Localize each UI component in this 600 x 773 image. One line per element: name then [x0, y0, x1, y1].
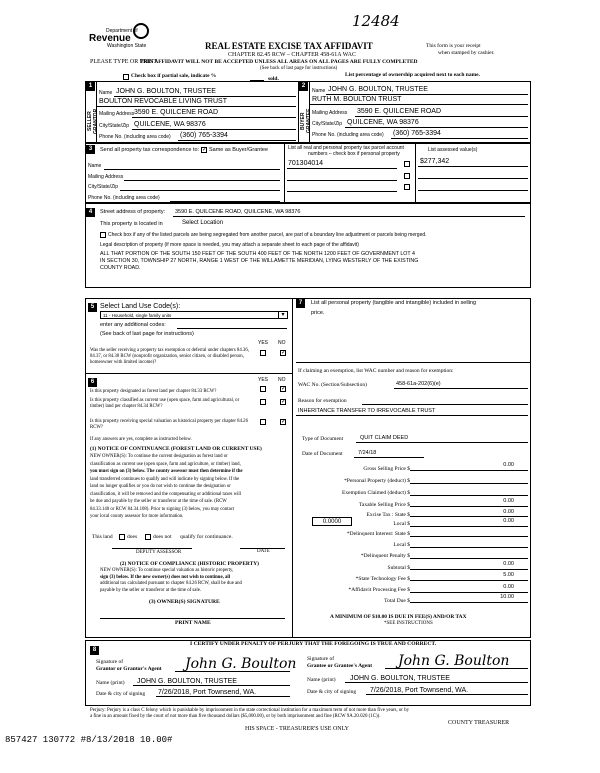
gross-selling-price-label: Gross Selling Price $ — [363, 466, 410, 472]
dept-line3: Washington State — [107, 43, 147, 49]
receipt-note-1: This form is your receipt — [426, 43, 481, 49]
form-warning: THIS AFFIDAVIT WILL NOT BE ACCEPTED UNLESS ALL AREAS ON ALL PAGES ARE FULLY COMPLETED — [140, 59, 418, 65]
section-1-number: 1 — [86, 82, 95, 91]
legal-line1: ALL THAT PORTION OF THE SOUTH 150 FEET OF THE SOUTH 400 FEET OF THE NORTH 1200 FEET OF GOVERNMENT LOT 4 — [100, 251, 415, 257]
street-address[interactable]: 3590 E. QUILCENE ROAD, QUILCENE, WA 98376 — [175, 209, 301, 215]
land-use-title: Select Land Use Code(s): — [100, 303, 181, 310]
total-due-value[interactable]: 10.00 — [500, 594, 514, 600]
perjury-line-2: a fine in an amount fixed by the court of not more than five thousand dollars ($5,000.00), or by both imprisonment and fine (RCW 9A.20.020 (1C)). — [90, 714, 381, 719]
treasurer-stamp: 857427 130772 #8/13/2018 10.00# — [5, 735, 173, 745]
parcel-3-personal-checkbox[interactable] — [404, 184, 410, 190]
doc-date[interactable]: 7/24/18 — [358, 450, 377, 456]
s6-q2-yes-checkbox[interactable] — [260, 399, 266, 405]
continuance-line-6: classification, it will be removed and the compensating or additional taxes will — [90, 491, 242, 497]
land-does-label: This land — [92, 534, 113, 540]
does-checkbox[interactable] — [119, 534, 125, 540]
legal-label: Legal description of property (if more space is needed, you may attach a separate sheet to each page of the affidavit) — [100, 242, 359, 248]
excise-state-label: Excise Tax : State $ — [366, 512, 410, 518]
continuance-line-3: you must sign on (3) below. The county assessor must then determine if the — [90, 469, 243, 474]
grantor-date-city-label: Date & city of signing — [96, 691, 146, 697]
grantor-sig-label-1: Signature of — [96, 659, 124, 665]
seller-address-label: Mailing Address — [99, 111, 135, 117]
continuance-line-5: land no longer qualifies or you do not wish to continue the designation or — [90, 484, 231, 489]
dept-line1: Department of — [106, 28, 138, 34]
affidavit-fee-label: *Affidavit Processing Fee $ — [348, 587, 410, 593]
located-select[interactable]: Select Location — [182, 220, 224, 226]
buyer-side-label: BUYER GRANTEE — [300, 108, 312, 134]
s3-address-label: Mailing Address — [88, 174, 124, 180]
buyer-phone[interactable]: (360) 765-3394 — [393, 130, 441, 137]
compliance-title: (2) NOTICE OF COMPLIANCE (HISTORIC PROPERTY) — [120, 561, 259, 567]
section-8-number: 8 — [90, 646, 99, 655]
continuance-line-9: your local county assessor for more information. — [90, 514, 184, 519]
compliance-text — [100, 568, 242, 594]
ownership-pct: List percentage of ownership acquired next to each name. — [345, 72, 480, 78]
delinquent-interest-local-label: Local $ — [393, 542, 410, 548]
same-as-buyer-label: Same as Buyer/Grantee — [209, 147, 269, 153]
does-label: does — [127, 534, 138, 540]
deputy-assessor-label: DEPUTY ASSESSOR — [136, 550, 182, 555]
send-correspondence-label: Send all property tax correspondence to: — [100, 147, 200, 153]
s5-q1-no-checkbox[interactable]: ✓ — [281, 350, 287, 356]
seller-city-label: City/State/Zip — [99, 123, 130, 129]
buyer-address[interactable]: 3590 E. QUILCENE ROAD — [357, 108, 442, 115]
buyer-phone-label: Phone No. (including area code) — [312, 132, 384, 138]
s3-name-label: Name — [88, 163, 102, 169]
buyer-city-label: City/State/Zip — [312, 121, 343, 127]
s6-no-label: NO — [278, 377, 286, 383]
owner-signature-title: (3) OWNER(S) SIGNATURE — [149, 599, 220, 605]
value-header: List assessed value(s) — [428, 147, 478, 153]
seller-phone[interactable]: (360) 765-3394 — [180, 132, 228, 139]
s6-yes-label: YES — [258, 377, 269, 383]
reason-label: Reason for exemption — [298, 398, 347, 404]
taxable-selling-price-label: Taxable Selling Price $ — [358, 502, 410, 508]
grantor-agent-label: Grantor or Grantor's Agent — [96, 666, 162, 672]
continuance-line-1: NEW OWNER(S): To continue the current designation as forest land or — [90, 454, 228, 459]
excise-state-value[interactable]: 0.00 — [503, 509, 514, 515]
legal-line2: IN SECTION 30, TOWNSHIP 27 NORTH, RANGE 1 WEST OF THE WILLAMETTE MERIDIAN, LYING WESTERLY OF THE EXISTING — [100, 258, 419, 264]
see-instructions: *SEE INSTRUCTIONS — [384, 621, 433, 626]
please-type: PLEASE TYPE OR PRINT — [90, 59, 158, 65]
continuance-line-8: 84.33.140 or RCW 84.34.108). Prior to signing (3) below, you may contact — [90, 506, 235, 512]
grantor-name-print-label: Name (print) — [96, 680, 125, 686]
total-due-label: Total Due $ — [384, 598, 410, 604]
continuance-line-2: classification as current use (open space, farm and agriculture, or timber) land, — [90, 461, 241, 467]
grantee-sig-label-1: Signature of — [307, 656, 335, 662]
subtotal-label: Subtotal $ — [387, 565, 410, 571]
perjury-notice — [90, 708, 409, 720]
s6-q1-no-checkbox[interactable]: ✓ — [281, 386, 287, 392]
partial-sale-checkbox[interactable] — [123, 74, 129, 80]
state-tech-fee-label: *State Technology Fee $ — [355, 576, 410, 582]
continuance-line-4: land transferred continues to qualify and will indicate by signing below. If the — [90, 476, 240, 482]
form-title: REAL ESTATE EXCISE TAX AFFIDAVIT — [205, 41, 373, 51]
state-tech-fee-value[interactable]: 5.00 — [503, 572, 514, 578]
list-personal-2: price. — [311, 310, 325, 316]
buyer-address-label: Mailing Address — [312, 110, 348, 116]
personal-property-label: *Personal Property (deduct) $ — [344, 478, 410, 484]
sold-label: sold. — [268, 76, 279, 82]
doc-type-label: Type of Document — [302, 436, 344, 442]
grantee-date-city[interactable]: 7/26/2018, Port Townsend, WA. — [370, 687, 469, 694]
section-8 — [85, 640, 531, 706]
section-6-number: 6 — [88, 378, 97, 387]
s6-q3: Is this property receiving special valuation as historical property per chapter 84.26 RCW? — [90, 419, 248, 430]
taxable-selling-price-value[interactable]: 0.00 — [503, 498, 514, 504]
list-personal-1: List all personal property (tangible and intangible) included in selling — [311, 300, 477, 306]
s3-city-label: City/State/Zip — [88, 184, 119, 190]
wac-number[interactable]: 458-61a-202(6)(e) — [396, 381, 441, 387]
s5-yes-label: YES — [258, 340, 269, 346]
s5-no-label: NO — [278, 340, 286, 346]
seller-name1[interactable]: JOHN G. BOULTON, TRUSTEE — [116, 88, 216, 95]
section-3-number: 3 — [86, 145, 95, 154]
buyer-name-label: Name — [312, 88, 326, 94]
continuance-text — [90, 453, 243, 521]
grantee-name[interactable]: JOHN G. BOULTON, TRUSTEE — [350, 675, 450, 682]
segregated-checkbox[interactable] — [100, 232, 106, 238]
parcel-number[interactable]: 701304014 — [288, 160, 324, 167]
doc-type[interactable]: QUIT CLAIM DEED — [360, 435, 409, 441]
same-as-buyer-checkbox[interactable]: ✓ — [202, 147, 208, 153]
receipt-note-2: when stamped by cashier. — [438, 50, 495, 56]
does-not-label: does not — [153, 534, 172, 540]
segregated-label: Check box if any of the listed parcels are being segregated from another parcel, are part of a boundary line adjustment or parcels being merged. — [108, 232, 427, 238]
local-rate-field[interactable]: 0.0000 — [312, 517, 352, 526]
subtotal-value[interactable]: 0.00 — [503, 561, 514, 567]
affidavit-fee-value[interactable]: 0.00 — [503, 584, 514, 590]
excise-local-value[interactable]: 0.00 — [503, 518, 514, 524]
s5-q1-yes-checkbox[interactable] — [260, 350, 266, 356]
grantee-signature[interactable]: John G. Boulton — [398, 653, 510, 669]
enter-codes-label: enter any additional codes: — [100, 322, 166, 328]
s6-q2: Is this property classified as current use (open space, farm and agricultural, or timber) land per chapter 84.34 RCW? — [90, 398, 240, 409]
seller-name2[interactable]: BOULTON REVOCABLE LIVING TRUST — [99, 98, 227, 105]
land-use-select[interactable] — [100, 311, 288, 319]
s5-see-back: (See back of last page for instructions) — [100, 331, 194, 337]
delinquent-penalty-label: *Delinquent Penalty $ — [360, 553, 410, 559]
exemption-reason[interactable]: INHERITANCE TRANSFER TO IRREVOCABLE TRUST — [298, 408, 436, 414]
seller-side-label: SELLER GRANTOR — [87, 108, 99, 134]
minimum-fee-note: A MINIMUM OF $10.00 IS DUE IN FEE(S) AND/OR TAX — [330, 614, 467, 620]
compliance-line-1: NEW OWNER(S): To continue special valuation as historic property, — [100, 568, 234, 573]
grantee-agent-label: Grantee or Grantee's Agent — [307, 663, 373, 669]
seller-address[interactable]: 3590 E. QUILCENE ROAD — [134, 109, 219, 116]
section-2-number: 2 — [299, 82, 308, 91]
s6-q1: Is this property designated as forest land per chapter 84.33 RCW? — [90, 389, 217, 394]
s6-q1-yes-checkbox[interactable] — [260, 386, 266, 392]
grantor-date-city[interactable]: 7/26/2018, Port Townsend, WA. — [158, 689, 257, 696]
qualify-label: qualify for continuance. — [180, 534, 233, 540]
doc-date-label: Date of Document — [302, 451, 343, 457]
section-4-number: 4 — [86, 208, 95, 217]
compliance-line-3: additional tax calculated pursuant to chapter 84.26 RCW, shall be due and — [100, 581, 242, 586]
seller-phone-label: Phone No. (including area code) — [99, 134, 171, 140]
wac-label: WAC No. (Section/Subsection) — [298, 382, 367, 388]
form-subtitle: CHAPTER 82.45 RCW – CHAPTER 458-61A WAC — [228, 52, 356, 58]
seller-name-label: Name — [99, 90, 113, 96]
exemption-claimed-label: Exemption Claimed (deduct) $ — [342, 490, 410, 496]
s6-q3-yes-checkbox[interactable] — [260, 419, 266, 425]
treasurer-space-label: HIS SPACE - TREASURER'S USE ONLY — [245, 726, 350, 732]
street-label: Street address of property: — [100, 209, 166, 215]
located-label: This property is located in — [100, 221, 163, 227]
perjury-line-1: Perjury: Perjury is a class C felony which is punishable by imprisonment in the state correctional institution for a maximum term of not more than five years, or by — [90, 708, 410, 713]
parcel-1-personal-checkbox[interactable] — [404, 161, 410, 167]
grantee-date-city-label: Date & city of signing — [307, 689, 357, 695]
excise-local-label: Local $ — [393, 521, 410, 527]
compliance-line-2: sign (3) below. If the new owner(s) does not wish to continue, all — [100, 574, 231, 580]
grantor-name[interactable]: JOHN G. BOULTON, TRUSTEE — [137, 678, 237, 685]
section-7-number: 7 — [296, 299, 305, 308]
parcel-header-2: numbers – check box if personal property — [308, 151, 400, 157]
buyer-name1[interactable]: JOHN G. BOULTON, TRUSTEE — [328, 86, 428, 93]
s3-phone-label: Phone No. (including area code) — [88, 195, 160, 201]
compliance-line-4: payable by the seller or transferor at the time of sale. — [100, 587, 202, 593]
s5-q1: Was the seller receiving a property tax exemption or deferral under chapters 84.36, 84.37, or 84.38 RCW (nonprofit organization, senior citizen, or disabled person, homeowner with limited income)? — [90, 348, 249, 365]
s6-any-yes: If any answers are yes, complete as instructed below. — [90, 437, 192, 442]
grantor-signature[interactable]: John G. Boulton — [185, 656, 297, 672]
delinquent-interest-state-label: *Delinquent Interest: State $ — [346, 531, 410, 537]
continuance-line-7: be due and payable by the seller or transferor at the time of sale. (RCW — [90, 499, 227, 504]
grantee-name-print-label: Name (print) — [307, 677, 336, 683]
partial-sale-label: Check box if partial sale, indicate % — [131, 73, 217, 79]
handwritten-number: 12484 — [352, 12, 400, 30]
does-not-checkbox[interactable] — [145, 534, 151, 540]
deputy-date-label: DATE — [257, 549, 270, 554]
assessed-value[interactable]: $277,342 — [420, 158, 450, 165]
land-use-selected: 11 - Household, single family units — [103, 313, 172, 318]
parcel-2-personal-checkbox[interactable] — [404, 173, 410, 179]
buyer-city[interactable]: QUILCENE, WA 98376 — [347, 119, 419, 126]
see-back-header: (See back of last page for instructions) — [260, 66, 338, 71]
county-treasurer-label: COUNTY TREASURER — [448, 720, 510, 726]
claiming-label: If claiming an exemption, list WAC number and reason for exemption: — [298, 368, 454, 374]
s6-q3-no-checkbox[interactable]: ✓ — [281, 419, 287, 425]
parcel-header-1: List all real and personal property tax parcel account — [288, 145, 404, 151]
chevron-down-icon: ▾ — [278, 311, 287, 318]
seller-city[interactable]: QUILCENE, WA 98376 — [134, 121, 206, 128]
buyer-name2[interactable]: RUTH M. BOULTON TRUST — [312, 96, 402, 103]
gross-selling-price-value[interactable]: 0.00 — [503, 462, 514, 468]
print-name-label: PRINT NAME — [175, 620, 211, 626]
legal-line3: COUNTY ROAD. — [100, 265, 141, 271]
dept-line2: Revenue — [89, 33, 131, 44]
continuance-title: (1) NOTICE OF CONTINUANCE (FOREST LAND OR CURRENT USE) — [90, 446, 262, 452]
certify-statement: I CERTIFY UNDER PENALTY OF PERJURY THAT THE FOREGOING IS TRUE AND CORRECT. — [190, 641, 437, 647]
s6-q2-no-checkbox[interactable]: ✓ — [281, 399, 287, 405]
section-5-number: 5 — [88, 303, 97, 312]
